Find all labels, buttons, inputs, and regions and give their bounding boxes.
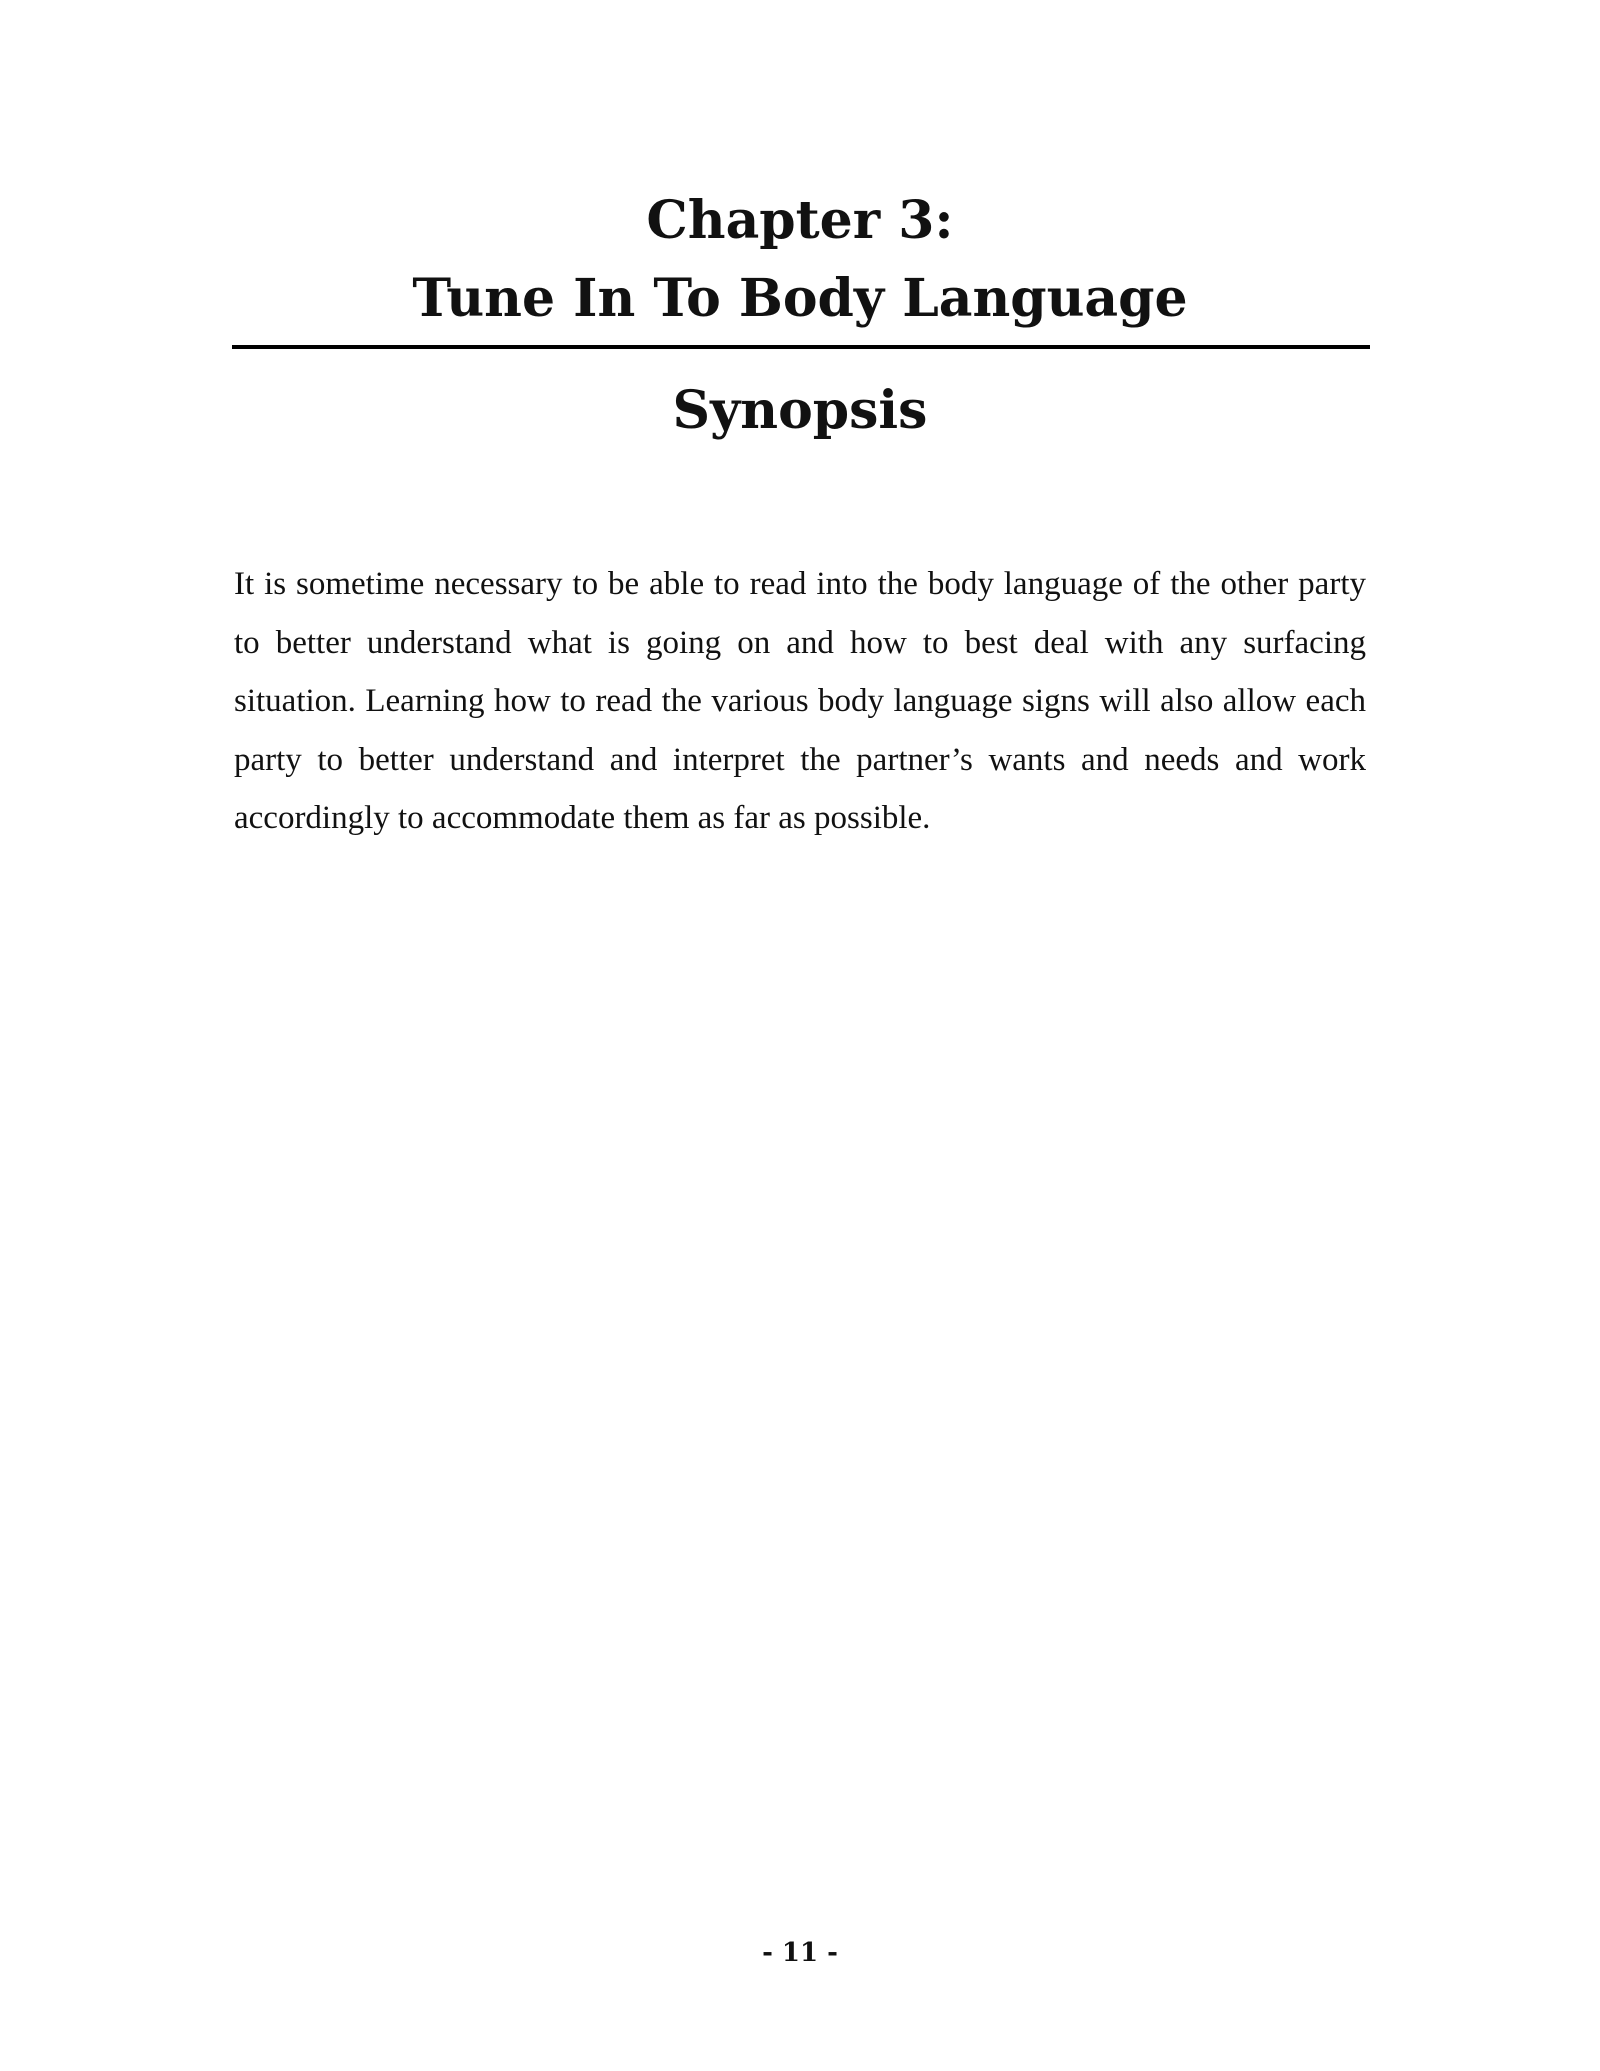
body-paragraph: It is sometime necessary to be able to read into the body language of the other party to better understand what is going on and how to best deal with any surfacing situation. Learning how to read the various body language signs will also allow each party to better understand and interpret the partner’s wants and needs and work accordingly to accommodate them as far as possible.: [234, 566, 1366, 836]
chapter-heading: [0, 182, 1600, 338]
section-title: Synopsis: [672, 380, 928, 441]
page-number: - 11 -: [762, 1938, 838, 1968]
chapter-label: Chapter 3:: [646, 190, 954, 251]
heading-divider: [232, 345, 1370, 349]
chapter-title: Tune In To Body Language: [412, 268, 1188, 329]
